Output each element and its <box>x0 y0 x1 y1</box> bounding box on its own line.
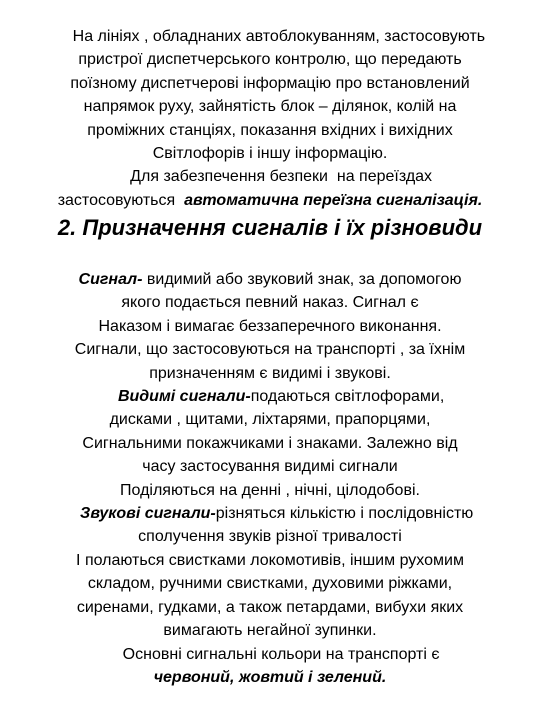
visible-line-5: Поділяються на денні , нічні, цілодобові. <box>120 481 420 499</box>
sound-line-5: сиренами, гудками, а також петардами, вибухи яких <box>76 598 464 616</box>
signal-definition <box>0 268 540 689</box>
visible-line-3: Сигнальними покажчиками і знаками. Залежно від <box>82 434 458 452</box>
intro-line-4: напрямок руху, зайнятість блок – ділянок, колій на <box>83 98 457 116</box>
sound-term: Звукові сигнали- <box>80 505 216 523</box>
visible-first-rest: подаються світлофорами, <box>250 388 445 406</box>
sound-line-4: складом, ручними свистками, духовими ріжками, <box>87 575 453 593</box>
signal-first-rest: видимий або звуковий знак, за допомогою <box>142 271 462 288</box>
section-heading: 2. Призначення сигналів і їх різновиди <box>57 215 483 240</box>
visible-term: Видимі сигнали- <box>117 388 251 406</box>
intro-paragraph <box>0 25 540 212</box>
intro-line-1: На лініях , обладнаних автоблокуванням, застосовують <box>54 28 486 45</box>
signal-term: Сигнал- <box>78 271 143 288</box>
sound-line-2: сполучення звуків різної тривалості <box>138 528 402 546</box>
signal-line-2: якого подається певний наказ. Сигнал є <box>121 294 419 312</box>
intro-last-prefix: застосовуються <box>57 191 185 209</box>
sound-line-6: вимагають негайної зупинки. <box>163 622 377 640</box>
sound-line-7: Основні сигнальні кольори на транспорті є <box>100 645 440 663</box>
intro-line-6: Світлофорів і іншу інформацію. <box>152 145 388 163</box>
signal-line-3: Наказом і вимагає беззаперечного виконання. <box>98 317 442 335</box>
intro-emphasis: автоматична переїзна сигналізація. <box>184 191 483 209</box>
colors-emphasis: червоний, жовтий і зелений. <box>153 668 387 686</box>
intro-line-8 <box>0 189 540 212</box>
intro-line-3: поїзному диспетчерові інформацію про встановлений <box>70 74 470 92</box>
signal-line-1 <box>0 268 540 291</box>
visible-line-1 <box>0 385 540 408</box>
signal-line-5: призначенням є видимі і звукові. <box>149 364 391 382</box>
intro-line-2: пристрої диспетчерського контролю, що передають <box>78 51 462 69</box>
sound-indent <box>67 505 80 522</box>
sound-line-1 <box>0 502 540 525</box>
intro-line-7: Для забезпечення безпеки на переїздах <box>107 168 433 186</box>
sound-first-rest: різняться кількістю і послідовністю <box>215 505 474 523</box>
visible-indent <box>96 388 118 405</box>
visible-line-2: дисками , щитами, ліхтарями, прапорцями, <box>109 411 431 429</box>
sound-line-3: І полаються свистками локомотивів, іншим рухомим <box>76 551 464 569</box>
intro-line-5: проміжних станціях, показання вхідних і вихідних <box>87 121 453 139</box>
visible-line-4: часу застосування видимі сигнали <box>142 458 398 476</box>
signal-line-4: Сигнали, що застосовуються на транспорті , за їхнім <box>74 341 466 359</box>
